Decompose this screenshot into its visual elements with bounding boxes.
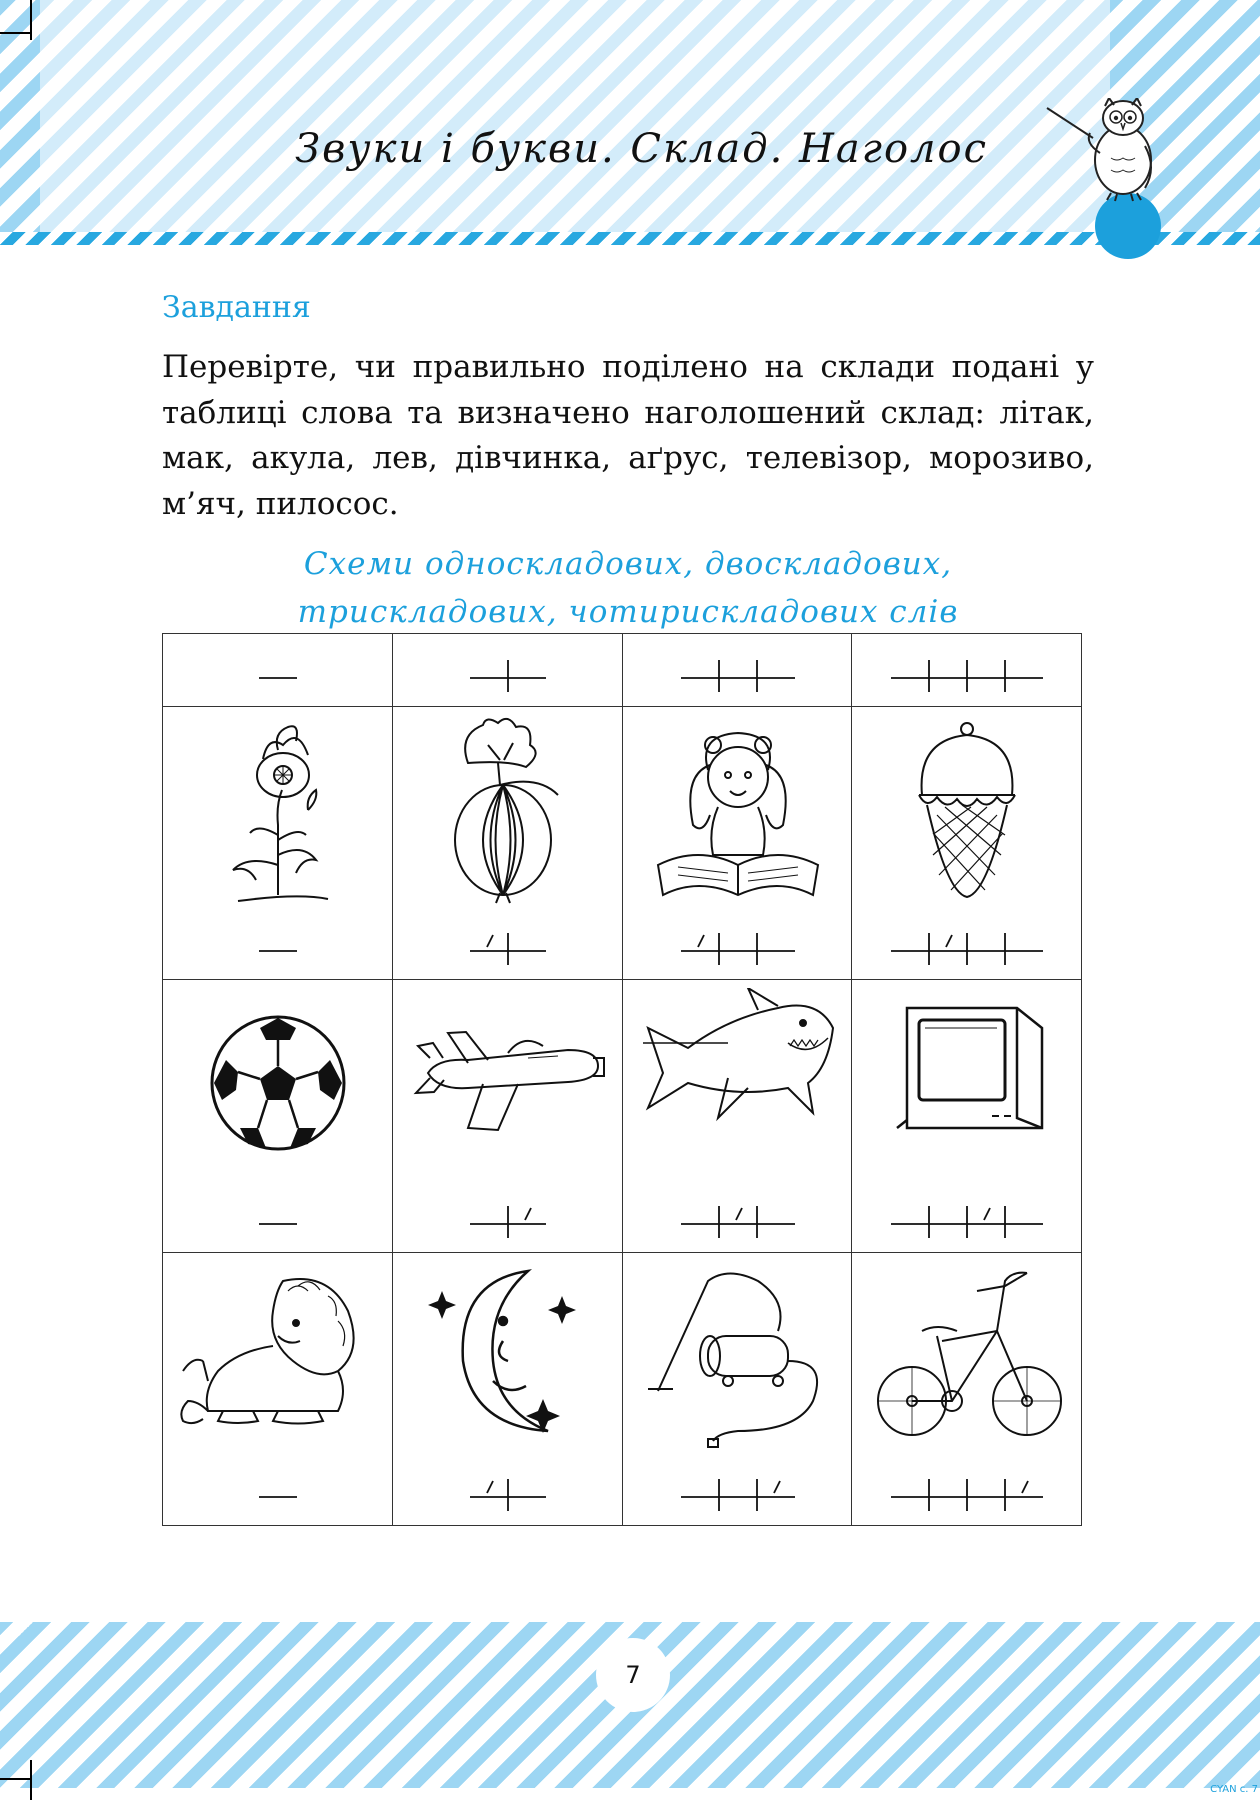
table-cell [852,980,1082,1253]
task-text: Перевірте, чи правильно поділено на склади подані у таблиці слова та визначено наголошений склад: літак, мак, акула, лев, дівчинка, аґрус, телевізор, морозиво, м’яч, пилосос. [162,349,1094,522]
syllable-scheme [393,1198,623,1238]
shark-icon [638,988,838,1178]
print-mark: CYAN c. 7 [1210,1784,1258,1795]
syllable-scheme [163,652,393,692]
syllable-scheme [623,652,853,692]
table-cell [163,707,393,980]
syllable-scheme [163,1198,393,1238]
table-cell [852,1253,1082,1526]
girl-reading-book-icon [638,715,838,905]
table-row [163,980,1082,1253]
table-cell [163,634,393,707]
syllable-scheme [623,925,853,965]
table-cell [392,1253,622,1526]
crop-mark [30,0,32,40]
table-cell [392,980,622,1253]
ice-cream-cone-icon [867,715,1067,905]
owl-teacher-icon [1045,98,1180,268]
television-icon [867,988,1067,1178]
table-row [163,707,1082,980]
crescent-moon-icon [408,1261,608,1451]
gooseberry-icon [408,715,608,905]
schemes-title-line: Схеми односкладових, двоскладових, [303,546,953,582]
table-cell [852,634,1082,707]
syllable-scheme [393,652,623,692]
syllable-scheme [393,1471,623,1511]
syllable-scheme [163,925,393,965]
syllable-scheme [852,925,1082,965]
stress-mark [487,1481,493,1493]
stress-mark [525,1208,531,1220]
table-cell [622,1253,852,1526]
bicycle-icon [867,1261,1067,1451]
syllable-scheme [623,1471,853,1511]
table-header-row [163,634,1082,707]
stress-mark [736,1208,742,1220]
task-label: Завдання [162,290,311,325]
syllable-scheme [852,1198,1082,1238]
syllable-table [162,633,1082,1526]
table-cell [622,634,852,707]
vacuum-cleaner-icon [638,1261,838,1451]
poppy-flower-icon [178,715,378,905]
table-row [163,1253,1082,1526]
syllable-scheme [852,1471,1082,1511]
crop-mark [30,1760,32,1800]
stress-mark [774,1481,780,1493]
crop-mark [0,32,30,34]
syllable-scheme [852,652,1082,692]
stress-mark [698,935,704,947]
table-cell [622,707,852,980]
table-cell [392,634,622,707]
syllable-scheme [393,925,623,965]
crop-mark [0,1778,30,1780]
syllable-scheme [623,1198,853,1238]
schemes-title-line: трискладових, чотирискладових слів [297,594,959,630]
stress-mark [946,935,952,947]
stress-mark [1022,1481,1028,1493]
soccer-ball-icon [178,988,378,1178]
schemes-title [162,540,1094,636]
syllable-scheme [163,1471,393,1511]
airplane-icon [408,988,608,1178]
table-cell [852,707,1082,980]
stress-mark [487,935,493,947]
stress-mark [984,1208,990,1220]
table-cell [163,980,393,1253]
table-cell [163,1253,393,1526]
page-number: 7 [596,1638,670,1712]
page-title: Звуки і букви. Склад. Наголос [295,126,988,172]
table-cell [622,980,852,1253]
table-cell [392,707,622,980]
lion-icon [178,1261,378,1451]
